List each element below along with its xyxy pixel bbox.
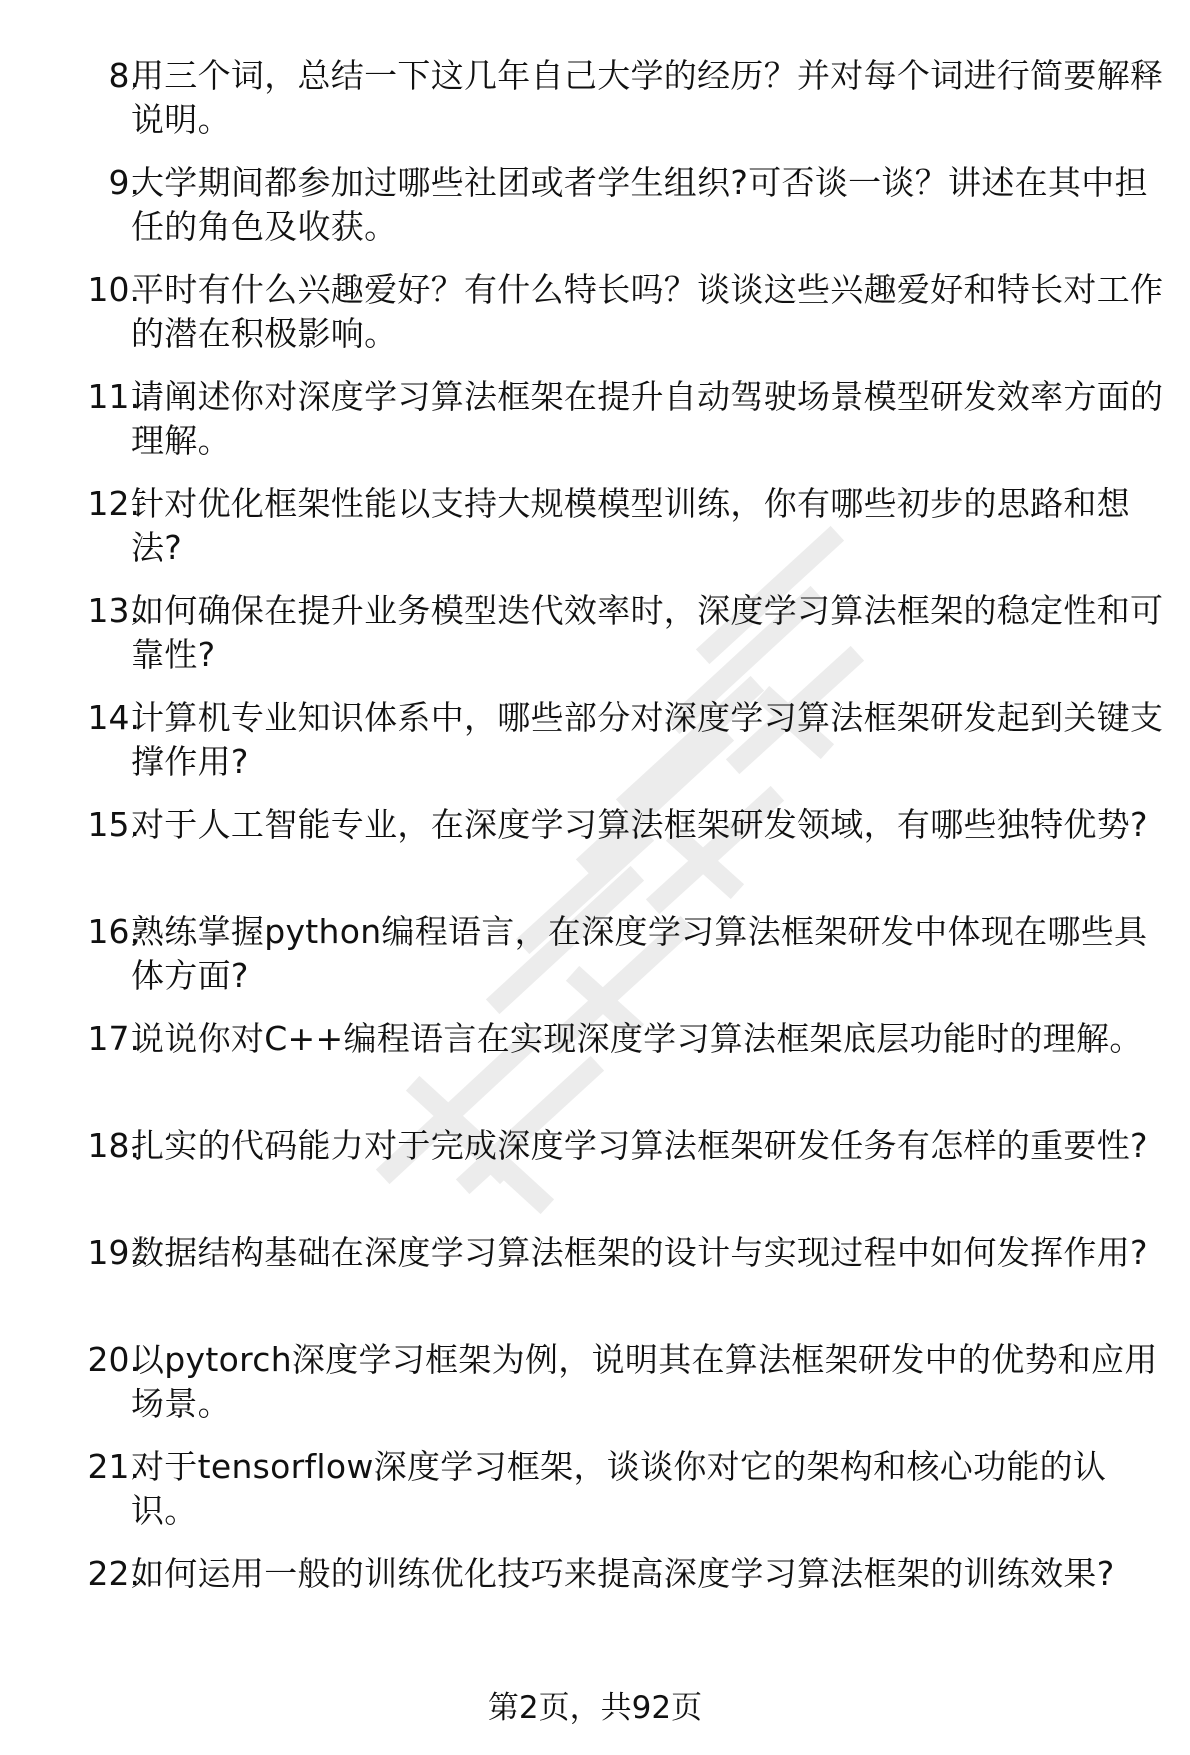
- question-number: 11.: [87, 377, 140, 416]
- question-item: [0, 1124, 1190, 1231]
- question-text: 针对优化框架性能以支持大规模模型训练，你有哪些初步的思路和想法?: [131, 484, 1130, 567]
- question-item: [0, 375, 1190, 482]
- question-number: 17.: [87, 1019, 140, 1058]
- question-number: 21.: [87, 1447, 140, 1486]
- question-text: 计算机专业知识体系中，哪些部分对深度学习算法框架研发起到关键支撑作用?: [131, 698, 1164, 781]
- question-text: 如何运用一般的训练优化技巧来提高深度学习算法框架的训练效果?: [131, 1554, 1115, 1593]
- question-item: [0, 54, 1190, 161]
- question-item: [0, 1445, 1190, 1552]
- question-item: [0, 1338, 1190, 1445]
- question-text: 熟练掌握python编程语言，在深度学习算法框架研发中体现在哪些具体方面?: [131, 912, 1148, 995]
- question-item: [0, 803, 1190, 910]
- question-number: 8.: [108, 56, 140, 95]
- question-text: 大学期间都参加过哪些社团或者学生组织?可否谈一谈？讲述在其中担任的角色及收获。: [131, 163, 1148, 246]
- question-item: [0, 1017, 1190, 1124]
- question-text: 平时有什么兴趣爱好？有什么特长吗？谈谈这些兴趣爱好和特长对工作的潜在积极影响。: [131, 270, 1164, 353]
- page-footer: 第2页，共92页: [487, 1690, 703, 1726]
- question-text: 请阐述你对深度学习算法框架在提升自动驾驶场景模型研发效率方面的理解。: [131, 377, 1164, 460]
- question-number: 19.: [87, 1233, 140, 1272]
- question-item: [0, 1552, 1190, 1659]
- question-text: 用三个词，总结一下这几年自己大学的经历？并对每个词进行简要解释说明。: [131, 56, 1164, 139]
- question-number: 15.: [87, 805, 140, 844]
- question-text: 说说你对C++编程语言在实现深度学习算法框架底层功能时的理解。: [131, 1019, 1143, 1058]
- question-item: [0, 161, 1190, 268]
- question-number: 13.: [87, 591, 140, 630]
- question-number: 22.: [87, 1554, 140, 1593]
- question-item: [0, 482, 1190, 589]
- question-item: [0, 1231, 1190, 1338]
- question-item: [0, 910, 1190, 1017]
- question-text: 数据结构基础在深度学习算法框架的设计与实现过程中如何发挥作用?: [131, 1233, 1148, 1272]
- question-number: 12.: [87, 484, 140, 523]
- question-number: 20.: [87, 1340, 140, 1379]
- question-number: 16.: [87, 912, 140, 951]
- question-number: 14.: [87, 698, 140, 737]
- question-item: [0, 696, 1190, 803]
- question-number: 10.: [87, 270, 140, 309]
- question-text: 对于tensorflow深度学习框架，谈谈你对它的架构和核心功能的认识。: [131, 1447, 1107, 1530]
- question-text: 扎实的代码能力对于完成深度学习算法框架研发任务有怎样的重要性?: [131, 1126, 1148, 1165]
- question-list: [0, 54, 1190, 1659]
- question-item: [0, 268, 1190, 375]
- question-number: 18.: [87, 1126, 140, 1165]
- question-number: 9.: [108, 163, 140, 202]
- question-text: 对于人工智能专业，在深度学习算法框架研发领域，有哪些独特优势?: [131, 805, 1148, 844]
- question-text: 如何确保在提升业务模型迭代效率时，深度学习算法框架的稳定性和可靠性?: [131, 591, 1164, 674]
- question-item: [0, 589, 1190, 696]
- question-text: 以pytorch深度学习框架为例，说明其在算法框架研发中的优势和应用场景。: [131, 1340, 1158, 1423]
